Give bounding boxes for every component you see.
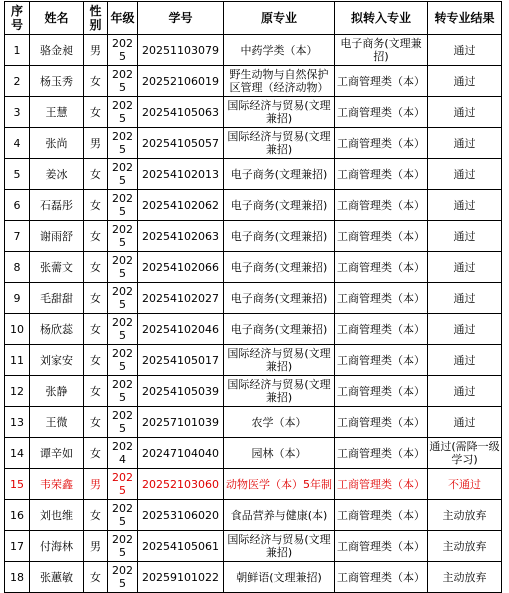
table-row bbox=[5, 438, 502, 469]
transfer-result-cell: 通过 bbox=[428, 314, 502, 345]
student-name-cell: 石磊彤 bbox=[30, 190, 84, 221]
student-id-cell: 20254102066 bbox=[138, 252, 224, 283]
row-number-cell: 6 bbox=[5, 190, 30, 221]
target-major-cell: 工商管理类（本） bbox=[335, 159, 428, 190]
grade-cell: 2025 bbox=[108, 66, 138, 97]
grade-cell: 2025 bbox=[108, 500, 138, 531]
row-number-cell: 15 bbox=[5, 469, 30, 500]
student-name-cell: 刘也维 bbox=[30, 500, 84, 531]
transfer-result-cell: 通过 bbox=[428, 221, 502, 252]
original-major-cell: 电子商务(文理兼招) bbox=[224, 221, 335, 252]
gender-cell: 男 bbox=[84, 531, 108, 562]
student-id-cell: 20251103079 bbox=[138, 35, 224, 66]
row-number-cell: 16 bbox=[5, 500, 30, 531]
row-number-cell: 8 bbox=[5, 252, 30, 283]
original-major-cell: 电子商务(文理兼招) bbox=[224, 159, 335, 190]
student-name-cell: 张薷文 bbox=[30, 252, 84, 283]
table-row bbox=[5, 562, 502, 593]
target-major-cell: 工商管理类（本） bbox=[335, 252, 428, 283]
gender-cell: 女 bbox=[84, 562, 108, 593]
table-row bbox=[5, 128, 502, 159]
row-number-cell: 13 bbox=[5, 407, 30, 438]
row-number-cell: 17 bbox=[5, 531, 30, 562]
target-major-cell: 工商管理类（本） bbox=[335, 66, 428, 97]
table-row bbox=[5, 345, 502, 376]
grade-cell: 2025 bbox=[108, 407, 138, 438]
grade-cell: 2025 bbox=[108, 283, 138, 314]
original-major-cell: 国际经济与贸易(文理兼招) bbox=[224, 376, 335, 407]
student-id-cell: 20254102062 bbox=[138, 190, 224, 221]
student-id-cell: 20254102063 bbox=[138, 221, 224, 252]
header-cell: 拟转入专业 bbox=[335, 2, 428, 35]
gender-cell: 男 bbox=[84, 128, 108, 159]
gender-cell: 女 bbox=[84, 376, 108, 407]
student-name-cell: 毛甜甜 bbox=[30, 283, 84, 314]
student-id-cell: 20247104040 bbox=[138, 438, 224, 469]
table-row bbox=[5, 283, 502, 314]
student-id-cell: 20254102013 bbox=[138, 159, 224, 190]
gender-cell: 女 bbox=[84, 345, 108, 376]
header-cell: 学号 bbox=[138, 2, 224, 35]
target-major-cell: 电子商务(文理兼招) bbox=[335, 35, 428, 66]
student-id-cell: 20254102027 bbox=[138, 283, 224, 314]
row-number-cell: 7 bbox=[5, 221, 30, 252]
student-id-cell: 20253106020 bbox=[138, 500, 224, 531]
transfer-result-cell: 通过 bbox=[428, 159, 502, 190]
grade-cell: 2025 bbox=[108, 128, 138, 159]
original-major-cell: 国际经济与贸易(文理兼招) bbox=[224, 97, 335, 128]
original-major-cell: 国际经济与贸易(文理兼招) bbox=[224, 531, 335, 562]
original-major-cell: 电子商务(文理兼招) bbox=[224, 314, 335, 345]
original-major-cell: 中药学类（本） bbox=[224, 35, 335, 66]
gender-cell: 女 bbox=[84, 252, 108, 283]
header-cell: 序号 bbox=[5, 2, 30, 35]
target-major-cell: 工商管理类（本） bbox=[335, 500, 428, 531]
student-name-cell: 付海林 bbox=[30, 531, 84, 562]
student-id-cell: 20252106019 bbox=[138, 66, 224, 97]
header-cell: 年级 bbox=[108, 2, 138, 35]
original-major-cell: 农学（本） bbox=[224, 407, 335, 438]
student-id-cell: 20254105017 bbox=[138, 345, 224, 376]
grade-cell: 2025 bbox=[108, 159, 138, 190]
student-id-cell: 20254102046 bbox=[138, 314, 224, 345]
student-name-cell: 杨欣蕊 bbox=[30, 314, 84, 345]
transfer-result-cell: 通过 bbox=[428, 407, 502, 438]
student-name-cell: 张尚 bbox=[30, 128, 84, 159]
student-name-cell: 谭辛如 bbox=[30, 438, 84, 469]
table-row bbox=[5, 469, 502, 500]
original-major-cell: 电子商务(文理兼招) bbox=[224, 190, 335, 221]
original-major-cell: 国际经济与贸易(文理兼招) bbox=[224, 345, 335, 376]
grade-cell: 2025 bbox=[108, 221, 138, 252]
student-name-cell: 张静 bbox=[30, 376, 84, 407]
grade-cell: 2025 bbox=[108, 345, 138, 376]
original-major-cell: 电子商务(文理兼招) bbox=[224, 283, 335, 314]
student-id-cell: 20252103060 bbox=[138, 469, 224, 500]
gender-cell: 女 bbox=[84, 66, 108, 97]
gender-cell: 女 bbox=[84, 190, 108, 221]
gender-cell: 男 bbox=[84, 469, 108, 500]
target-major-cell: 工商管理类（本） bbox=[335, 345, 428, 376]
row-number-cell: 10 bbox=[5, 314, 30, 345]
header-row bbox=[5, 2, 502, 35]
grade-cell: 2025 bbox=[108, 469, 138, 500]
row-number-cell: 1 bbox=[5, 35, 30, 66]
transfer-result-cell: 通过 bbox=[428, 252, 502, 283]
table-row bbox=[5, 252, 502, 283]
target-major-cell: 工商管理类（本） bbox=[335, 190, 428, 221]
transfer-result-cell: 主动放弃 bbox=[428, 562, 502, 593]
target-major-cell: 工商管理类（本） bbox=[335, 407, 428, 438]
target-major-cell: 工商管理类（本） bbox=[335, 376, 428, 407]
table-row bbox=[5, 314, 502, 345]
student-id-cell: 20254105061 bbox=[138, 531, 224, 562]
original-major-cell: 朝鲜语(文理兼招) bbox=[224, 562, 335, 593]
header-cell: 姓名 bbox=[30, 2, 84, 35]
transfer-result-cell: 通过(需降一级学习) bbox=[428, 438, 502, 469]
row-number-cell: 2 bbox=[5, 66, 30, 97]
target-major-cell: 工商管理类（本） bbox=[335, 438, 428, 469]
header-cell: 转专业结果 bbox=[428, 2, 502, 35]
table-row bbox=[5, 221, 502, 252]
row-number-cell: 18 bbox=[5, 562, 30, 593]
original-major-cell: 野生动物与自然保护区管理（经济动物） bbox=[224, 66, 335, 97]
target-major-cell: 工商管理类（本） bbox=[335, 97, 428, 128]
student-name-cell: 姜冰 bbox=[30, 159, 84, 190]
grade-cell: 2025 bbox=[108, 97, 138, 128]
grade-cell: 2025 bbox=[108, 376, 138, 407]
grade-cell: 2025 bbox=[108, 562, 138, 593]
original-major-cell: 电子商务(文理兼招) bbox=[224, 252, 335, 283]
grade-cell: 2025 bbox=[108, 252, 138, 283]
grade-cell: 2025 bbox=[108, 314, 138, 345]
grade-cell: 2025 bbox=[108, 35, 138, 66]
original-major-cell: 动物医学（本）5年制 bbox=[224, 469, 335, 500]
student-name-cell: 王微 bbox=[30, 407, 84, 438]
gender-cell: 女 bbox=[84, 97, 108, 128]
student-id-cell: 20254105039 bbox=[138, 376, 224, 407]
row-number-cell: 12 bbox=[5, 376, 30, 407]
grade-cell: 2025 bbox=[108, 531, 138, 562]
target-major-cell: 工商管理类（本） bbox=[335, 283, 428, 314]
target-major-cell: 工商管理类（本） bbox=[335, 531, 428, 562]
table-row bbox=[5, 97, 502, 128]
transfer-result-cell: 主动放弃 bbox=[428, 500, 502, 531]
transfer-results-table-container bbox=[4, 1, 502, 593]
transfer-result-cell: 不通过 bbox=[428, 469, 502, 500]
student-name-cell: 谢雨舒 bbox=[30, 221, 84, 252]
target-major-cell: 工商管理类（本） bbox=[335, 221, 428, 252]
gender-cell: 女 bbox=[84, 159, 108, 190]
student-id-cell: 20259101022 bbox=[138, 562, 224, 593]
transfer-result-cell: 通过 bbox=[428, 283, 502, 314]
table-row bbox=[5, 407, 502, 438]
transfer-result-cell: 通过 bbox=[428, 376, 502, 407]
table-row bbox=[5, 159, 502, 190]
row-number-cell: 5 bbox=[5, 159, 30, 190]
target-major-cell: 工商管理类（本） bbox=[335, 469, 428, 500]
student-name-cell: 刘家安 bbox=[30, 345, 84, 376]
student-name-cell: 骆金昶 bbox=[30, 35, 84, 66]
transfer-result-cell: 通过 bbox=[428, 66, 502, 97]
table-row bbox=[5, 66, 502, 97]
gender-cell: 男 bbox=[84, 35, 108, 66]
gender-cell: 女 bbox=[84, 500, 108, 531]
transfer-result-cell: 通过 bbox=[428, 128, 502, 159]
row-number-cell: 3 bbox=[5, 97, 30, 128]
table-row bbox=[5, 35, 502, 66]
original-major-cell: 食品营养与健康(本) bbox=[224, 500, 335, 531]
gender-cell: 女 bbox=[84, 438, 108, 469]
student-id-cell: 20254105057 bbox=[138, 128, 224, 159]
target-major-cell: 工商管理类（本） bbox=[335, 128, 428, 159]
student-name-cell: 韦荣鑫 bbox=[30, 469, 84, 500]
table-row bbox=[5, 190, 502, 221]
student-name-cell: 杨玉秀 bbox=[30, 66, 84, 97]
student-name-cell: 王慧 bbox=[30, 97, 84, 128]
header-cell: 性别 bbox=[84, 2, 108, 35]
target-major-cell: 工商管理类（本） bbox=[335, 314, 428, 345]
gender-cell: 女 bbox=[84, 407, 108, 438]
grade-cell: 2025 bbox=[108, 190, 138, 221]
grade-cell: 2024 bbox=[108, 438, 138, 469]
table-row bbox=[5, 531, 502, 562]
row-number-cell: 14 bbox=[5, 438, 30, 469]
target-major-cell: 工商管理类（本） bbox=[335, 562, 428, 593]
header-cell: 原专业 bbox=[224, 2, 335, 35]
student-id-cell: 20257101039 bbox=[138, 407, 224, 438]
student-id-cell: 20254105063 bbox=[138, 97, 224, 128]
student-name-cell: 张蕙敏 bbox=[30, 562, 84, 593]
original-major-cell: 园林（本） bbox=[224, 438, 335, 469]
row-number-cell: 11 bbox=[5, 345, 30, 376]
transfer-results-table bbox=[4, 1, 502, 593]
gender-cell: 女 bbox=[84, 221, 108, 252]
table-row bbox=[5, 500, 502, 531]
transfer-result-cell: 通过 bbox=[428, 345, 502, 376]
original-major-cell: 国际经济与贸易(文理兼招) bbox=[224, 128, 335, 159]
transfer-result-cell: 通过 bbox=[428, 35, 502, 66]
gender-cell: 女 bbox=[84, 314, 108, 345]
transfer-result-cell: 主动放弃 bbox=[428, 531, 502, 562]
row-number-cell: 9 bbox=[5, 283, 30, 314]
gender-cell: 女 bbox=[84, 283, 108, 314]
transfer-result-cell: 通过 bbox=[428, 97, 502, 128]
transfer-result-cell: 通过 bbox=[428, 190, 502, 221]
table-row bbox=[5, 376, 502, 407]
row-number-cell: 4 bbox=[5, 128, 30, 159]
